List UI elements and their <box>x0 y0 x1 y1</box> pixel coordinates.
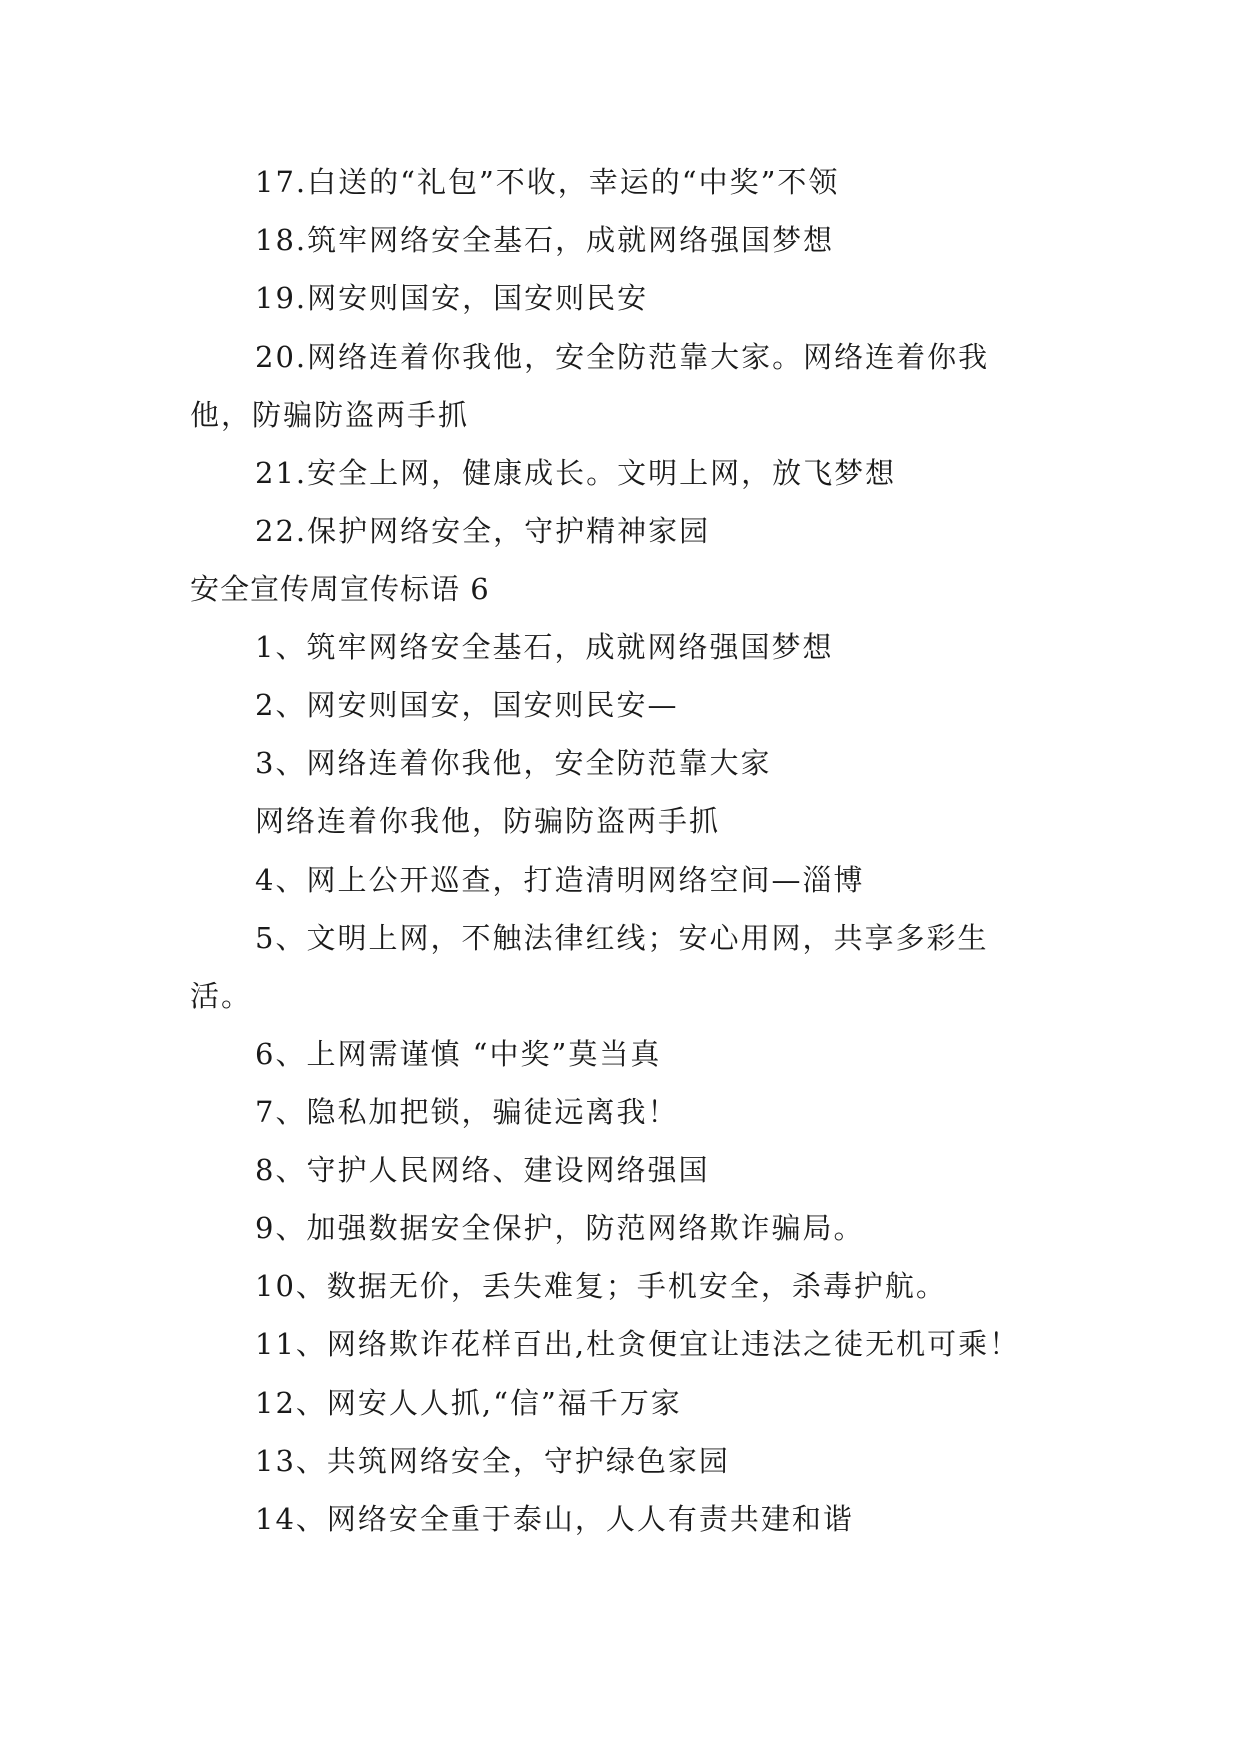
slogan-7: 7、隐私加把锁，骗徒远离我！ <box>255 1095 679 1129</box>
slogan-11: 11、网络欺诈花样百出,杜贪便宜让违法之徒无机可乘！ <box>255 1327 1021 1361</box>
section-heading: 安全宣传周宣传标语 6 <box>190 572 490 606</box>
slogan-5-line-2: 活。 <box>190 979 253 1013</box>
slogan-17: 17.白送的“礼包”不收，幸运的“中奖”不领 <box>255 165 840 199</box>
slogan-4: 4、网上公开巡查，打造清明网络空间—淄博 <box>255 863 865 897</box>
slogan-12: 12、网安人人抓,“信”福千万家 <box>255 1386 682 1420</box>
slogan-3-continuation: 网络连着你我他，防骗防盗两手抓 <box>255 804 721 838</box>
slogan-20-line-1: 20.网络连着你我他，安全防范靠大家。网络连着你我 <box>255 340 990 374</box>
slogan-1: 1、筑牢网络安全基石，成就网络强国梦想 <box>255 630 834 664</box>
slogan-10: 10、数据无价，丢失难复；手机安全，杀毒护航。 <box>255 1269 947 1303</box>
slogan-20-line-2: 他，防骗防盗两手抓 <box>190 398 470 432</box>
slogan-2: 2、网安则国安，国安则民安— <box>255 688 679 722</box>
slogan-5-line-1: 5、文明上网，不触法律红线；安心用网，共享多彩生 <box>255 921 989 955</box>
slogan-21: 21.安全上网，健康成长。文明上网，放飞梦想 <box>255 456 897 490</box>
slogan-14: 14、网络安全重于泰山，人人有责共建和谐 <box>255 1502 854 1536</box>
slogan-13: 13、共筑网络安全，守护绿色家园 <box>255 1444 730 1478</box>
slogan-9: 9、加强数据安全保护，防范网络欺诈骗局。 <box>255 1211 865 1245</box>
slogan-8: 8、守护人民网络、建设网络强国 <box>255 1153 710 1187</box>
slogan-19: 19.网安则国安，国安则民安 <box>255 281 649 315</box>
slogan-3: 3、网络连着你我他，安全防范靠大家 <box>255 746 772 780</box>
slogan-22: 22.保护网络安全，守护精神家园 <box>255 514 711 548</box>
slogan-18: 18.筑牢网络安全基石，成就网络强国梦想 <box>255 223 835 257</box>
slogan-6: 6、上网需谨慎 “中奖”莫当真 <box>255 1037 662 1071</box>
